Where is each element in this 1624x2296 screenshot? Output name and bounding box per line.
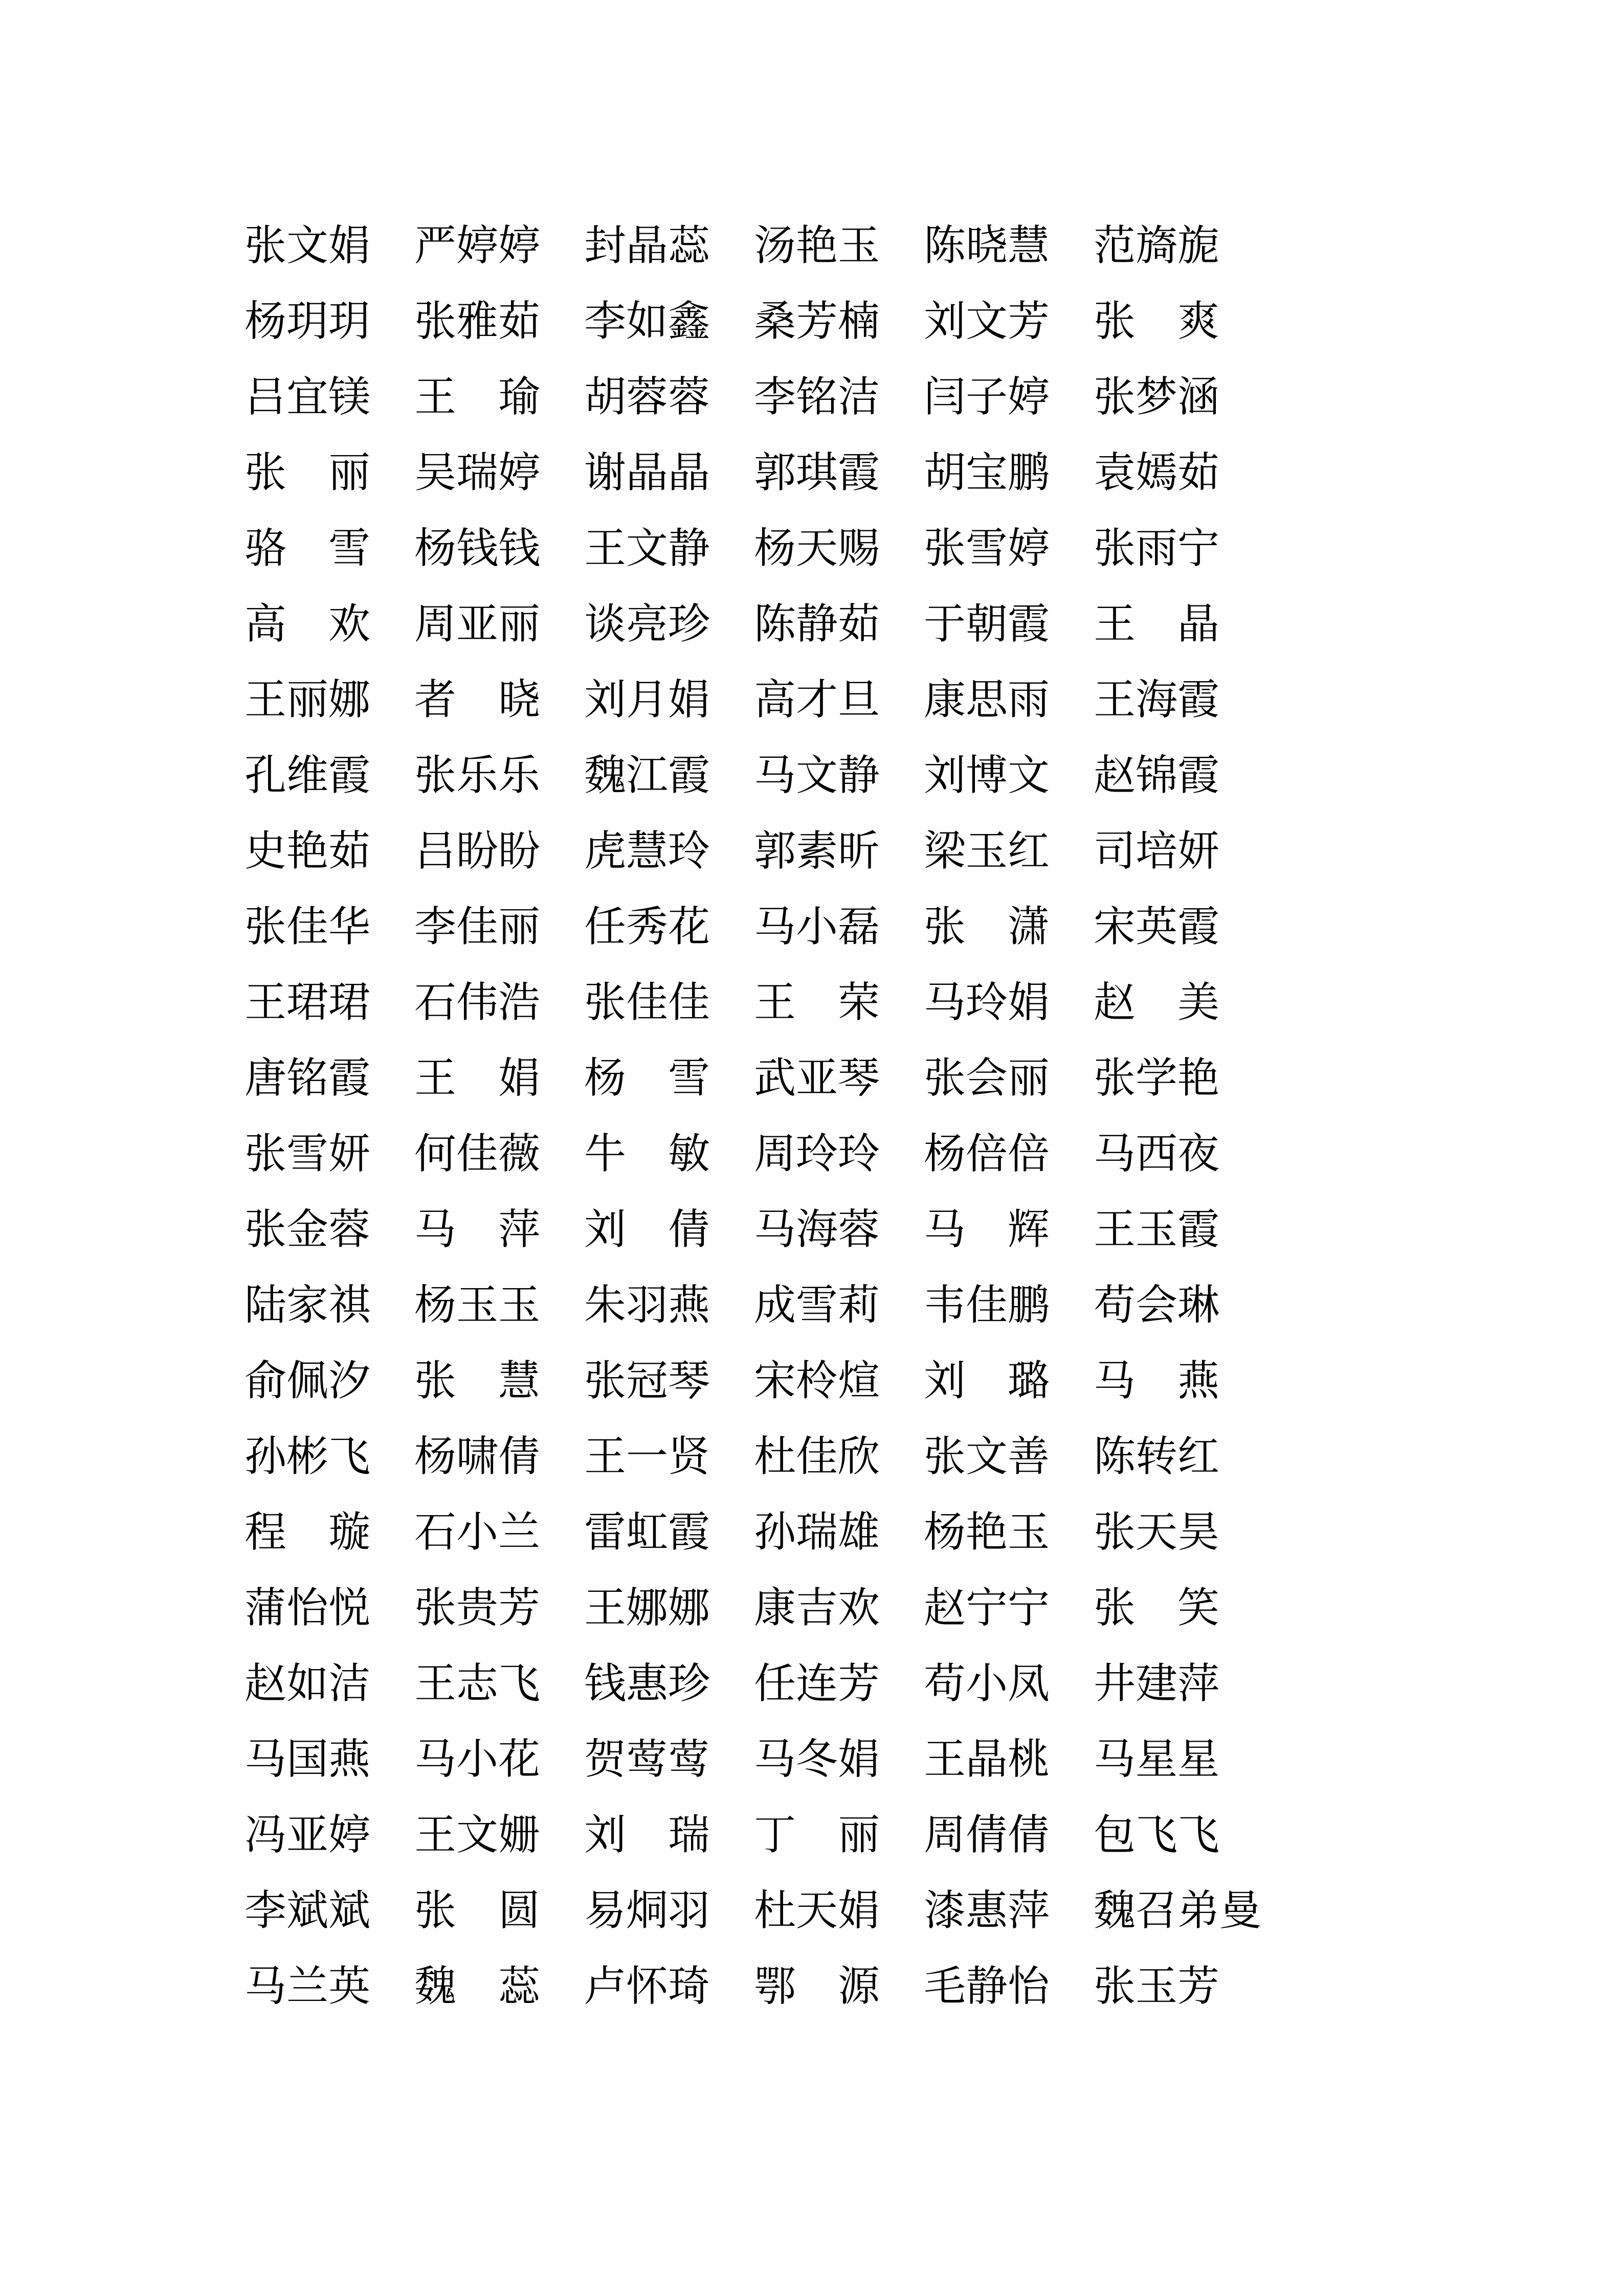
person-name: 王海霞 [1094, 677, 1220, 723]
person-name: 马小花 [414, 1736, 541, 1783]
person-name: 朱羽燕 [584, 1282, 710, 1329]
person-name: 张 圆 [414, 1887, 541, 1934]
person-name: 石小兰 [414, 1509, 541, 1556]
person-name: 张会丽 [924, 1055, 1050, 1101]
person-name: 张梦涵 [1094, 374, 1220, 420]
person-name: 王文静 [584, 525, 710, 572]
person-name: 刘月娟 [584, 677, 710, 723]
person-name: 王志飞 [414, 1660, 541, 1707]
person-name: 杨钱钱 [414, 525, 541, 572]
name-row [244, 1660, 1220, 1707]
person-name: 张雪婷 [924, 525, 1050, 572]
person-name: 马玲娟 [924, 979, 1050, 1026]
person-name: 贺莺莺 [584, 1736, 710, 1783]
name-row [244, 1206, 1220, 1253]
person-name: 郭琪霞 [754, 449, 880, 496]
person-name: 李铭洁 [754, 374, 880, 420]
person-name: 郭素昕 [754, 828, 880, 874]
person-name: 马冬娟 [754, 1736, 880, 1783]
person-name: 王珺珺 [244, 979, 371, 1026]
person-name: 宋英霞 [1094, 904, 1220, 950]
person-name: 毛静怡 [924, 1963, 1050, 2010]
name-row [244, 525, 1220, 572]
person-name: 史艳茹 [244, 828, 371, 874]
name-row [244, 1587, 1219, 1629]
person-name: 胡蓉蓉 [584, 374, 710, 420]
name-row [244, 830, 1219, 872]
person-name: 康吉欢 [754, 1585, 880, 1631]
person-name: 杨啸倩 [414, 1433, 541, 1480]
person-name: 何佳薇 [414, 1131, 541, 1177]
person-name: 陈转红 [1094, 1433, 1220, 1480]
person-name: 孙瑞雄 [754, 1509, 880, 1556]
person-name: 马小磊 [754, 904, 880, 950]
person-name: 王文姗 [414, 1812, 541, 1858]
name-row [244, 1433, 1220, 1480]
person-name: 王 瑜 [414, 374, 541, 420]
person-name: 胡宝鹏 [924, 449, 1050, 496]
person-name: 王 娟 [414, 1055, 541, 1101]
person-name: 石伟浩 [414, 979, 541, 1026]
person-name: 马文静 [754, 752, 880, 799]
person-name: 闫子婷 [924, 374, 1050, 420]
person-name: 陆家祺 [244, 1282, 371, 1329]
person-name: 杨玉玉 [414, 1282, 541, 1329]
name-row [244, 1360, 1219, 1402]
person-name: 张文善 [924, 1433, 1050, 1480]
person-name: 袁嫣茹 [1094, 449, 1220, 496]
person-name: 李佳丽 [414, 904, 541, 950]
person-name: 周玲玲 [754, 1131, 880, 1177]
name-row [244, 1814, 1219, 1856]
person-name: 宋柃煊 [754, 1358, 880, 1404]
person-name: 王 荣 [754, 979, 880, 1026]
person-name: 陈静茹 [754, 601, 880, 647]
person-name: 王晶桃 [924, 1736, 1050, 1783]
person-name: 张 慧 [414, 1358, 541, 1404]
person-name: 苟会琳 [1094, 1282, 1220, 1329]
person-name: 刘博文 [924, 752, 1050, 799]
person-name: 王玉霞 [1094, 1206, 1220, 1253]
name-row [244, 1963, 1220, 2010]
name-row [244, 376, 1219, 418]
person-name: 雷虹霞 [584, 1509, 710, 1556]
person-name: 韦佳鹏 [924, 1282, 1050, 1329]
person-name: 刘 璐 [924, 1358, 1050, 1404]
person-name: 刘 倩 [584, 1206, 710, 1253]
person-name: 杨 雪 [584, 1055, 710, 1101]
name-row [244, 1282, 1220, 1329]
person-name: 程 璇 [244, 1509, 371, 1556]
person-name: 刘文芳 [924, 298, 1050, 345]
person-name: 丁 丽 [754, 1812, 880, 1858]
person-name: 高 欢 [244, 601, 371, 647]
person-name: 杨玥玥 [244, 298, 371, 345]
name-row [244, 298, 1220, 345]
person-name: 马国燕 [244, 1736, 371, 1783]
person-name: 包飞飞 [1094, 1812, 1220, 1858]
person-name: 成雪莉 [754, 1282, 880, 1329]
name-row [244, 1736, 1220, 1783]
person-name: 张文娟 [244, 222, 371, 269]
person-name: 牛 敏 [584, 1131, 710, 1177]
person-name: 马海蓉 [754, 1206, 880, 1253]
name-row [244, 222, 1220, 269]
name-row [244, 1133, 1219, 1175]
person-name: 者 晓 [414, 677, 541, 723]
person-name: 蒲怡悦 [244, 1585, 371, 1631]
person-name: 俞佩汐 [244, 1358, 371, 1404]
person-name: 魏 蕊 [414, 1963, 541, 2010]
person-name: 任秀花 [584, 904, 710, 950]
person-name: 马 燕 [1094, 1358, 1220, 1404]
person-name: 封晶蕊 [584, 222, 710, 269]
person-name: 唐铭霞 [244, 1055, 371, 1101]
person-name: 张玉芳 [1094, 1963, 1220, 2010]
name-row [244, 906, 1219, 948]
person-name: 杨艳玉 [924, 1509, 1050, 1556]
person-name: 杨天赐 [754, 525, 880, 572]
person-name: 张 爽 [1094, 298, 1220, 345]
person-name: 张佳华 [244, 904, 371, 950]
person-name: 孙彬飞 [244, 1433, 371, 1480]
person-name: 王一贤 [584, 1433, 710, 1480]
person-name: 周倩倩 [924, 1812, 1050, 1858]
person-name: 赵宁宁 [924, 1585, 1050, 1631]
person-name: 马兰英 [244, 1963, 371, 2010]
person-name: 苟小凤 [924, 1660, 1050, 1707]
person-name: 张佳佳 [584, 979, 710, 1026]
person-name: 张贵芳 [414, 1585, 541, 1631]
name-row [244, 1887, 1262, 1934]
person-name: 杨倍倍 [924, 1131, 1050, 1177]
person-name: 范旖旎 [1094, 222, 1220, 269]
person-name: 马星星 [1094, 1736, 1220, 1783]
person-name: 易烔羽 [584, 1887, 710, 1934]
name-row [244, 979, 1220, 1026]
name-row [244, 1509, 1220, 1556]
person-name: 魏江霞 [584, 752, 710, 799]
person-name: 高才旦 [754, 677, 880, 723]
person-name: 康思雨 [924, 677, 1050, 723]
person-name: 井建萍 [1094, 1660, 1220, 1707]
person-name: 孔维霞 [244, 752, 371, 799]
person-name: 张 潇 [924, 904, 1050, 950]
person-name: 李如鑫 [584, 298, 710, 345]
person-name: 王丽娜 [244, 677, 371, 723]
person-name: 汤艳玉 [754, 222, 880, 269]
person-name: 张天昊 [1094, 1509, 1220, 1556]
person-name: 李斌斌 [244, 1887, 371, 1934]
person-name: 骆 雪 [244, 525, 371, 572]
person-name: 钱惠珍 [584, 1660, 710, 1707]
person-name: 魏召弟曼 [1094, 1887, 1262, 1934]
person-name: 吕盼盼 [414, 828, 541, 874]
person-name: 鄂 源 [754, 1963, 880, 2010]
person-name: 谈亮珍 [584, 601, 710, 647]
person-name: 杜天娟 [754, 1887, 880, 1934]
person-name: 张雪妍 [244, 1131, 371, 1177]
name-row [244, 752, 1220, 799]
person-name: 虎慧玲 [584, 828, 710, 874]
person-name: 马 萍 [414, 1206, 541, 1253]
name-row [244, 679, 1219, 721]
name-row [244, 603, 1219, 645]
person-name: 陈晓慧 [924, 222, 1050, 269]
person-name: 于朝霞 [924, 601, 1050, 647]
person-name: 张雅茹 [414, 298, 541, 345]
person-name: 马西夜 [1094, 1131, 1220, 1177]
person-name: 卢怀琦 [584, 1963, 710, 2010]
person-name: 刘 瑞 [584, 1812, 710, 1858]
person-name: 张 丽 [244, 449, 371, 496]
person-name: 王娜娜 [584, 1585, 710, 1631]
person-name: 周亚丽 [414, 601, 541, 647]
person-name: 漆惠萍 [924, 1887, 1050, 1934]
person-name: 严婷婷 [414, 222, 541, 269]
person-name: 任连芳 [754, 1660, 880, 1707]
person-name: 张学艳 [1094, 1055, 1220, 1101]
person-name: 赵 美 [1094, 979, 1220, 1026]
name-grid [244, 222, 1262, 2041]
person-name: 王 晶 [1094, 601, 1220, 647]
person-name: 赵如洁 [244, 1660, 371, 1707]
person-name: 桑芳楠 [754, 298, 880, 345]
person-name: 张金蓉 [244, 1206, 371, 1253]
person-name: 司培妍 [1094, 828, 1220, 874]
person-name: 吴瑞婷 [414, 449, 541, 496]
person-name: 张冠琴 [584, 1358, 710, 1404]
person-name: 马 辉 [924, 1206, 1050, 1253]
name-row [244, 1057, 1219, 1099]
person-name: 谢晶晶 [584, 449, 710, 496]
person-name: 张乐乐 [414, 752, 541, 799]
name-row [244, 449, 1220, 496]
person-name: 杜佳欣 [754, 1433, 880, 1480]
person-name: 武亚琴 [754, 1055, 880, 1101]
person-name: 梁玉红 [924, 828, 1050, 874]
person-name: 张雨宁 [1094, 525, 1220, 572]
person-name: 赵锦霞 [1094, 752, 1220, 799]
person-name: 张 笑 [1094, 1585, 1220, 1631]
person-name: 吕宜镁 [244, 374, 371, 420]
person-name: 冯亚婷 [244, 1812, 371, 1858]
